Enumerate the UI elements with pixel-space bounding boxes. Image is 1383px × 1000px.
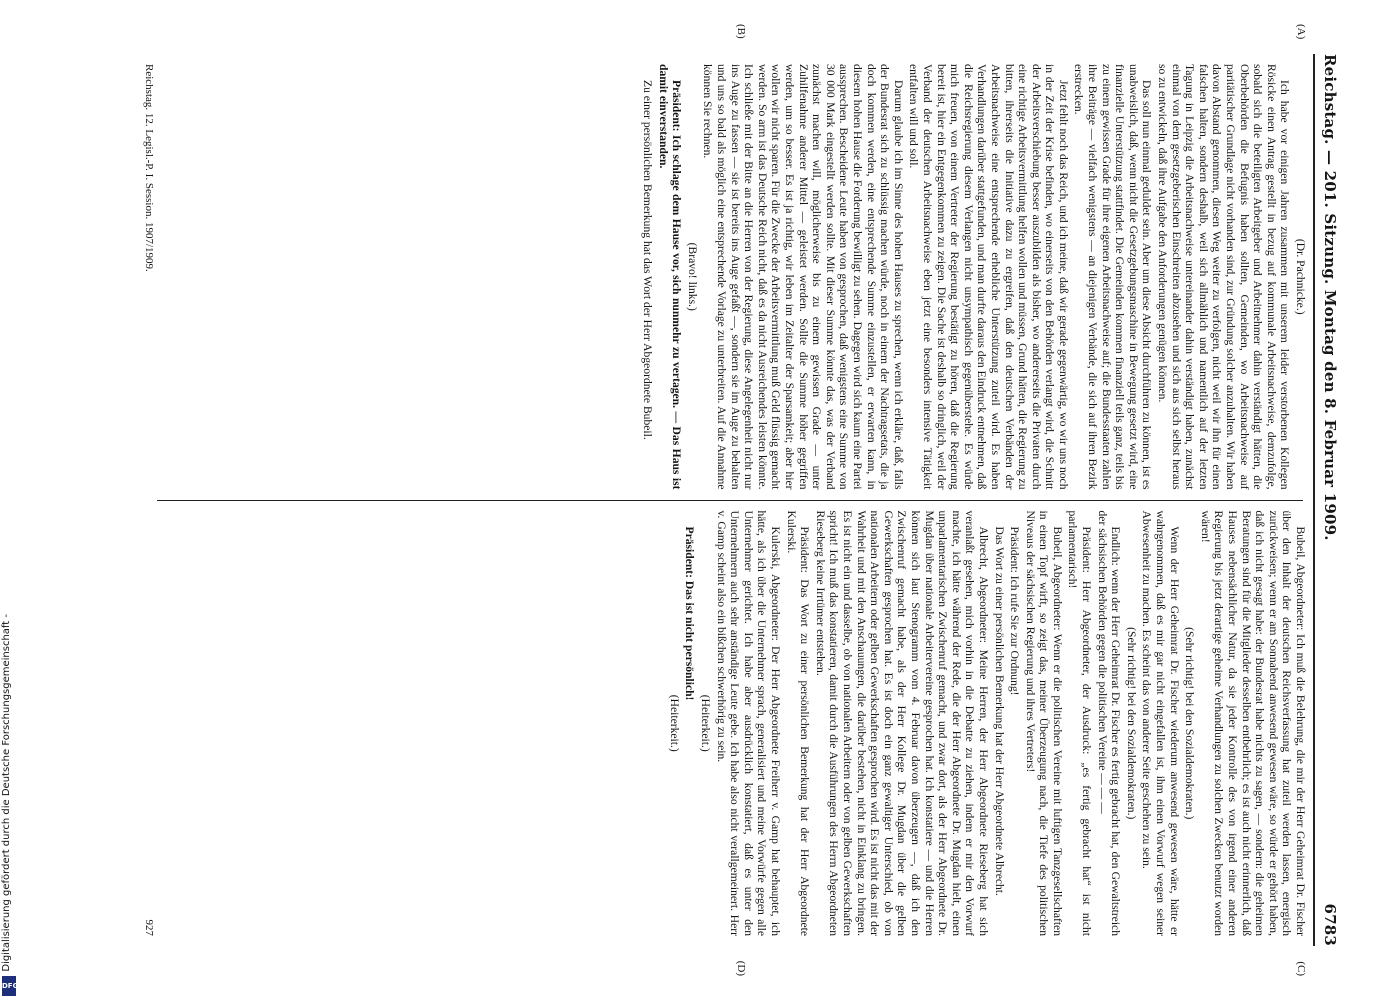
paragraph: Darum glaube ich im Sinne des hohen Hauses zu sprechen, wenn ich erkläre, daß, falls der Bundesrat sich zu schlüssig machen würde, noch in einem der Nachtragsetats, die ja doch kommen werden, eine entsprechende Summe einzustellen, er erwarten kann, in diesem hohen Hause die Forderung bewilligt zu sehen. Dagegen wird sich kaum eine Partei aussprechen. Bescheidene Leute haben von gesprochen, daß wenigstens eine Summe von 30 000 Mark eingestellt werden sollte. Mit dieser Summe könnte das, was der Verband zunächst machen will, möglicherweise bis zu einem gewissen Grade — unter Zuhilfenahme anderer Mittel — geleistet werden. Sollte die Summe höher gegriffen werden, um so besser. Es ist ja richtig, wir leben im Zeitalter der Sparsamkeit; aber hier wollen wir nicht sparen. Für die Zwecke der Arbeitsvermittlung muß Geld flüssig gemacht werden. So arm ist das Deutsche Reich nicht, daß es da nicht Ausreichendes leisten könnte. Ich schließe mit der Bitte an die Herren von der Regierung, diese Angelegenheit nicht nur ins Auge zu fassen — sie ist bereits ins Auge gefaßt —, sondern sie im Auge zu behalten und uns so bald als möglich eine entsprechende Vorlage zu unterbreiten. Auf die Annahme können Sie rechnen. bbox=[701, 64, 905, 490]
paragraph: Albrecht, Abgeordneter: Meine Herren, der Herr Abgeordnete Rieseberg hat sich veranlaßt gesehen, mich vorhin in die Debatte zu ziehen, indem er mir den Vorwurf machte, ich hätte während der Rede, die der Herr Abgeordnete Dr. Mugdan hielt, einen unparlamentarischen Zwischenruf gemacht, und zwar dort, als der Herr Abgeordnete Dr. Mugdan über nationale Arbeitervereine gesprochen hat. Ich konstatiere — und die Herren können sich laut Stenogramm vom 4. Februar davon überzeugen —, daß ich den Zwischenruf gemacht habe, als der Herr Kollege Dr. Mugdan über die gelben Gewerkschaften gesprochen hat. Es ist doch ein ganz gewaltiger Unterschied, ob von nationalen Arbeitern oder gelben Gewerkschaften gesprochen wird. Es ist nicht das mit der Wahrheit und mit den Anschauungen, die darüber bestehen, nicht in Einklang zu bringen. Es ist nicht ein und dasselbe, ob von nationalen Arbeitern oder von gelben Gewerkschaften spricht! Ich muß das konstatieren, damit durch die Ausführungen des Herrn Abgeordneten Rieseberg keine Irrtümer entstehen. bbox=[813, 510, 990, 936]
dfg-logo: DFG bbox=[2, 976, 16, 996]
paragraph: Präsident: Herr Abgeordneter, der Ausdruck: „es fertig gebracht hat“ ist nicht parlamentarisch! bbox=[1066, 510, 1094, 936]
margin-letter-c: (C) bbox=[1295, 961, 1307, 976]
interjection: (Sehr richtig! bei den Sozialdemokraten.) bbox=[1124, 627, 1138, 820]
footer-session-info: Reichstag. 12. Legisl.-P. I. Session. 1907/1909. bbox=[143, 64, 155, 272]
margin-letter-b: (B) bbox=[735, 24, 747, 39]
paragraph: Endlich: wenn der Herr Geheimrat Dr. Fischer es fertig gebracht hat, den Gewaltstreich der sächsischen Behörden gegen die politischen Vereine — — — bbox=[1095, 510, 1123, 936]
text-columns bbox=[157, 24, 1307, 976]
session-title: Reichstag. — 201. Sitzung. Montag den 8. Februar 1909. bbox=[1321, 54, 1339, 541]
paragraph: Präsident: Ich rufe Sie zur Ordnung! bbox=[1008, 526, 1022, 696]
paragraph: Wenn der Herr Geheimrat Dr. Fischer wiederum anwesend gewesen wäre, hätte er wahrgenommen, daß es mir gar nicht eingefallen ist, ihm einen Vorwurf wegen seiner Abwesenheit zu machen. Es scheint das von anderer Seite geschehen zu sein. bbox=[1140, 510, 1181, 936]
paragraph: Das Wort zu einer persönlichen Bemerkung hat der Herr Abgeordnete Albrecht. bbox=[992, 526, 1006, 896]
speaker-reference: (Dr. Pachnicke.) bbox=[1294, 238, 1307, 315]
page-number: 6783 bbox=[1321, 903, 1339, 946]
page-header bbox=[1317, 54, 1339, 946]
margin-letter-d: (D) bbox=[735, 960, 747, 976]
president-remark: Präsident: Das ist nicht persönlich! bbox=[683, 526, 697, 701]
paragraph: Kulerski, Abgeordneter: Der Herr Abgeordnete Freiherr v. Gamp hat behauptet, ich hätte, als ich über die Unternehmer sprach, generalisiert und meine Vorwürfe gegen alle Unternehmer gerichtet. Ich habe aber ausdrücklich konstatiert, daß es unter den Unternehmern auch sehr anständige Leute gebe. Ich habe also nicht verallgemeinert. Herr v. Gamp scheint also ein bißchen schwerhörig zu sein. bbox=[714, 510, 783, 936]
interjection: (Heiterkeit.) bbox=[667, 694, 681, 752]
paragraph: Das soll nun einmal geduldet sein. Aber um diese Absicht durchführen zu können, ist es unabweislich, daß, wenn nicht die Gesetzgebungsmaschine in Bewegung gesetzt wird, eine finanzielle Unterstützung stattfindet. Die Gemeinden kommen finanziell teils ganz, teils bis zu einem gewissen Grade für ihre eigenen Arbeitsnachweise auf; die Bundesstaaten zahlen ihre Beiträge — vielfach wenigstens — an diejenigen Verbände, die sich auf ihren Bezirk erstrecken. bbox=[1072, 64, 1154, 490]
paragraph: Bubeil, Abgeordneter: Ich muß die Belehrung, die mir der Herr Geheimrat Dr. Fischer über den Inhalt der deutschen Reichsverfassung hat zuteil werden lassen, energisch zurückweisen; wenn er am Sonnabend anwesend gewesen wäre, so würde er gehört haben, daß ich nicht gesagt habe: der Bundesrat habe nichts zu sagen, — sondern: die geheimen Beratungen sind für die Mitglieder desselben entbehrlich; es ist auch nicht erinnerlich, daß Hauses nebensächlicher Natur, da sie jeder Kontrolle des von irgend einer anderen Regierung bis jetzt derartige geheime Verhandlungen zu solchen Zwecken benutzt worden wären! bbox=[1198, 510, 1307, 936]
left-column bbox=[157, 54, 1307, 500]
paragraph: Jetzt fehlt noch das Reich, und ich meine, daß wir gerade gegenwärtig, wo wir uns noch in der Zeit der Krise befinden, wo einerseits von den Behörden verlangt wird, die Schnitt der Arbeitsverschiebung besser auszubilden als bisher, wo andererseits die Privaten durch eine richtige Arbeitsvermittlung helfen wollen und müssen, Grund hätten, die Regierung zu bitten, ihrerseits die Initiative dazu zu ergreifen, daß den deutschen Verbänden der Arbeitsnachweise eine entsprechende erhebliche Unterstützung zuteil wird. Es haben Verhandlungen darüber stattgefunden, und man durfte daraus den Eindruck entnehmen, daß die Reichsregierung diesem Verlangen nicht unsympathisch gegenüberstehe. Es würde mich freuen, von einem Vertreter der Regierung bestätigt zu hören, daß die Regierung bereit ist, hier ein Entgegenkommen zu zeigen. Die Sache ist deshalb so dringlich, weil der Verband der deutschen Arbeitsnachweise eben jetzt eine besonders intensive Tätigkeit entfalten will und soll. bbox=[907, 64, 1070, 490]
digitization-watermark bbox=[0, 0, 18, 1000]
footer-folio: 927 bbox=[143, 919, 155, 936]
page-footer bbox=[143, 54, 155, 946]
interjection: (Heiterkeit.) bbox=[699, 694, 713, 752]
paragraph: Bubeil, Abgeordneter: Wenn er die politischen Vereine mit luftigen Tanzgesellschaften in einen Topf wirft, so zeigt das, meiner Überzeugung nach, die Tiefe des politischen Niveaus der sächsischen Regierung und ihres Vertreters! bbox=[1023, 510, 1064, 936]
paragraph: Präsident: Das Wort zu einer persönlichen Bemerkung hat der Herr Abgeordnete Kulerski. bbox=[784, 510, 812, 936]
paragraph: Zu einer persönlichen Bemerkung hat das Wort der Herr Abgeordnete Bubeil. bbox=[641, 80, 655, 440]
watermark-text: Digitalisierung gefördert durch die Deutsche Forschungsgemeinschaft - bbox=[1, 614, 12, 972]
header-rule bbox=[1313, 54, 1315, 946]
right-column bbox=[157, 501, 1307, 947]
president-remark: Präsident: Ich schlage dem Hause vor, sich nunmehr zu vertagen. — Das Haus ist damit einverstanden. bbox=[656, 64, 684, 490]
interjection: (Sehr richtig! bei den Sozialdemokraten.) bbox=[1183, 627, 1197, 820]
margin-letter-a: (A) bbox=[1295, 24, 1307, 40]
reichstag-page bbox=[67, 20, 1347, 980]
paragraph: Ich habe vor einigen Jahren zusammen mit unserem leider verstorbenen Kollegen Rösicke einen Antrag gestellt in bezug auf kommunale Arbeitsnachweise, demzufolge, sobald sich die beteiligten Arbeitgeber und Arbeitnehmer dahin verständigt hätten, die Oberbehörden die Befugnis haben sollten, Gemeinden, wo Arbeitsnachweise auf paritätischer Grundlage nicht vorhanden sind, zur Gründung solcher anzuhalten. Wir haben davon Abstand genommen, diesen Weg weiter zu verfolgen, nicht weil wir ihn für einen falschen halten, sondern deshalb, weil sich allmählich und namentlich auf der letzten Tagung in Leipzig die Arbeitsnachweise untereinander dahin verständigt haben, zunächst einmal von dem gesetzgeberischen Einschreiten abzusehen und sich aus sich selbst heraus so zu entwickeln, daß ihre Aufgabe den Anforderungen genügen können. bbox=[1156, 64, 1292, 490]
applause-note: (Bravo! links.) bbox=[685, 242, 699, 311]
